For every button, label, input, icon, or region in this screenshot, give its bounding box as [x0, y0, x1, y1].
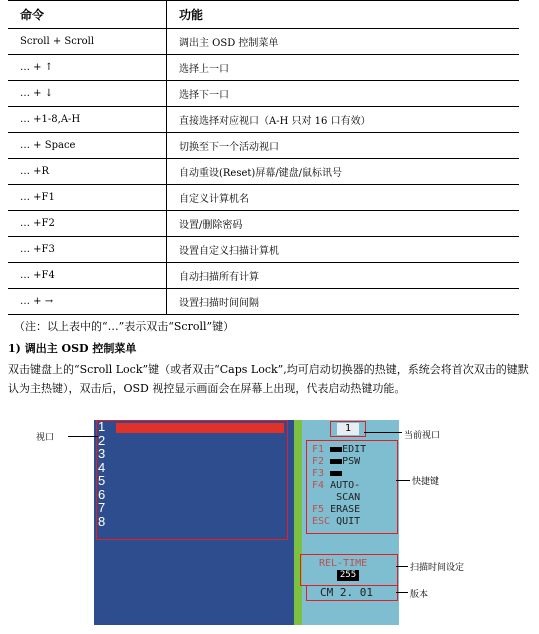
function-cell: 自动扫描所有计算	[167, 263, 520, 289]
viewport-box	[96, 420, 288, 540]
table-row	[8, 107, 519, 133]
hotkeys-box	[306, 440, 398, 534]
hotkeys-label: 快捷键	[412, 477, 440, 487]
port-item[interactable]: 2	[98, 432, 106, 448]
scan-time-leader	[396, 566, 408, 567]
table-note: （注：以上表中的“…”表示双击“Scroll”键）	[14, 320, 235, 333]
command-cell: … +F2	[8, 211, 167, 237]
section-heading: 1) 调出主 OSD 控制菜单	[8, 342, 137, 355]
function-cell: 选择上一口	[167, 55, 520, 81]
function-cell: 自动重设(Reset)屏幕/键盘/鼠标讯号	[167, 159, 520, 185]
command-cell: … + ↑	[8, 55, 167, 81]
command-cell: … +F3	[8, 237, 167, 263]
port-item[interactable]: 1	[98, 419, 106, 434]
hotkey-label: PSW	[342, 456, 361, 467]
hotkey-label: ERASE	[330, 504, 361, 515]
table-row	[8, 55, 519, 81]
port-item[interactable]: 8	[98, 513, 106, 529]
version-box	[306, 585, 398, 601]
current-port-indicator: 1	[337, 423, 359, 435]
port-item[interactable]: 5	[98, 473, 106, 488]
table-row	[8, 237, 519, 263]
function-cell: 设置自定义扫描计算机	[167, 237, 520, 263]
command-cell: … +1-8,A-H	[8, 107, 167, 133]
hotkey-key: F1	[312, 444, 325, 455]
table-row	[8, 81, 519, 107]
version-text: CM 2. 01	[320, 586, 373, 599]
table-row	[8, 159, 519, 185]
hotkey-label: QUIT	[336, 516, 361, 527]
port-item[interactable]: 6	[98, 486, 106, 502]
command-cell: … +R	[8, 159, 167, 185]
viewport-leader	[68, 436, 98, 437]
function-cell: 切换至下一个活动视口	[167, 133, 520, 159]
command-cell: … + ↓	[8, 81, 167, 107]
function-cell: 设置/删除密码	[167, 211, 520, 237]
port-item[interactable]: 7	[98, 500, 106, 515]
table-row	[8, 211, 519, 237]
version-leader	[396, 592, 408, 593]
port-item[interactable]: 4	[98, 459, 106, 475]
hotkey-label: EDIT	[342, 444, 367, 455]
hotkey-label: SCAN	[336, 492, 361, 503]
command-cell: … +F1	[8, 185, 167, 211]
hotkey-key: F2	[312, 456, 325, 467]
header-function: 功能	[167, 1, 520, 29]
command-cell: Scroll + Scroll	[8, 29, 167, 55]
scan-time-label: REL-TIME	[319, 558, 368, 569]
version-label: 版本	[410, 590, 429, 600]
table-row	[8, 185, 519, 211]
table-header-row	[8, 1, 519, 29]
port-item[interactable]: 3	[98, 446, 106, 461]
table-row	[8, 263, 519, 289]
hotkeys-leader	[396, 480, 410, 481]
table-row	[8, 133, 519, 159]
table-row	[8, 29, 519, 55]
function-cell: 直接选择对应视口（A-H 只对 16 口有效）	[167, 107, 520, 133]
scan-time-value[interactable]: 255	[337, 570, 359, 581]
current-viewport-box	[330, 421, 366, 437]
hotkey-key: ESC	[312, 516, 331, 527]
function-cell: 设置扫描时间间隔	[167, 289, 520, 315]
scan-time-box	[300, 554, 398, 586]
green-divider	[294, 420, 302, 625]
body-paragraph: 双击键盘上的“Scroll Lock”键（或者双击“Caps Lock”,均可启动切换器的热键，系统会将首次双击的键默认为主热键），双击后，OSD 视控显示画面会在屏幕上出现，代表启动热键功能。	[8, 363, 529, 395]
current-viewport-label: 当前视口	[404, 431, 441, 441]
hotkey-key: F3	[312, 468, 325, 479]
scan-time-label-text: 扫描时间设定	[410, 563, 465, 573]
hotkey-key: F5	[312, 504, 325, 515]
function-cell: 调出主 OSD 控制菜单	[167, 29, 520, 55]
command-cell: … +F4	[8, 263, 167, 289]
function-cell: 自定义计算机名	[167, 185, 520, 211]
hotkey-key: F4	[312, 480, 325, 491]
command-cell: … + Space	[8, 133, 167, 159]
function-cell: 选择下一口	[167, 81, 520, 107]
viewport-label: 视口	[36, 433, 55, 443]
header-command: 命令	[8, 1, 167, 29]
hotkey-label: AUTO-	[330, 480, 361, 491]
command-cell: … + →	[8, 289, 167, 315]
command-table	[8, 0, 519, 315]
current-viewport-leader	[364, 432, 402, 433]
table-row	[8, 289, 519, 315]
